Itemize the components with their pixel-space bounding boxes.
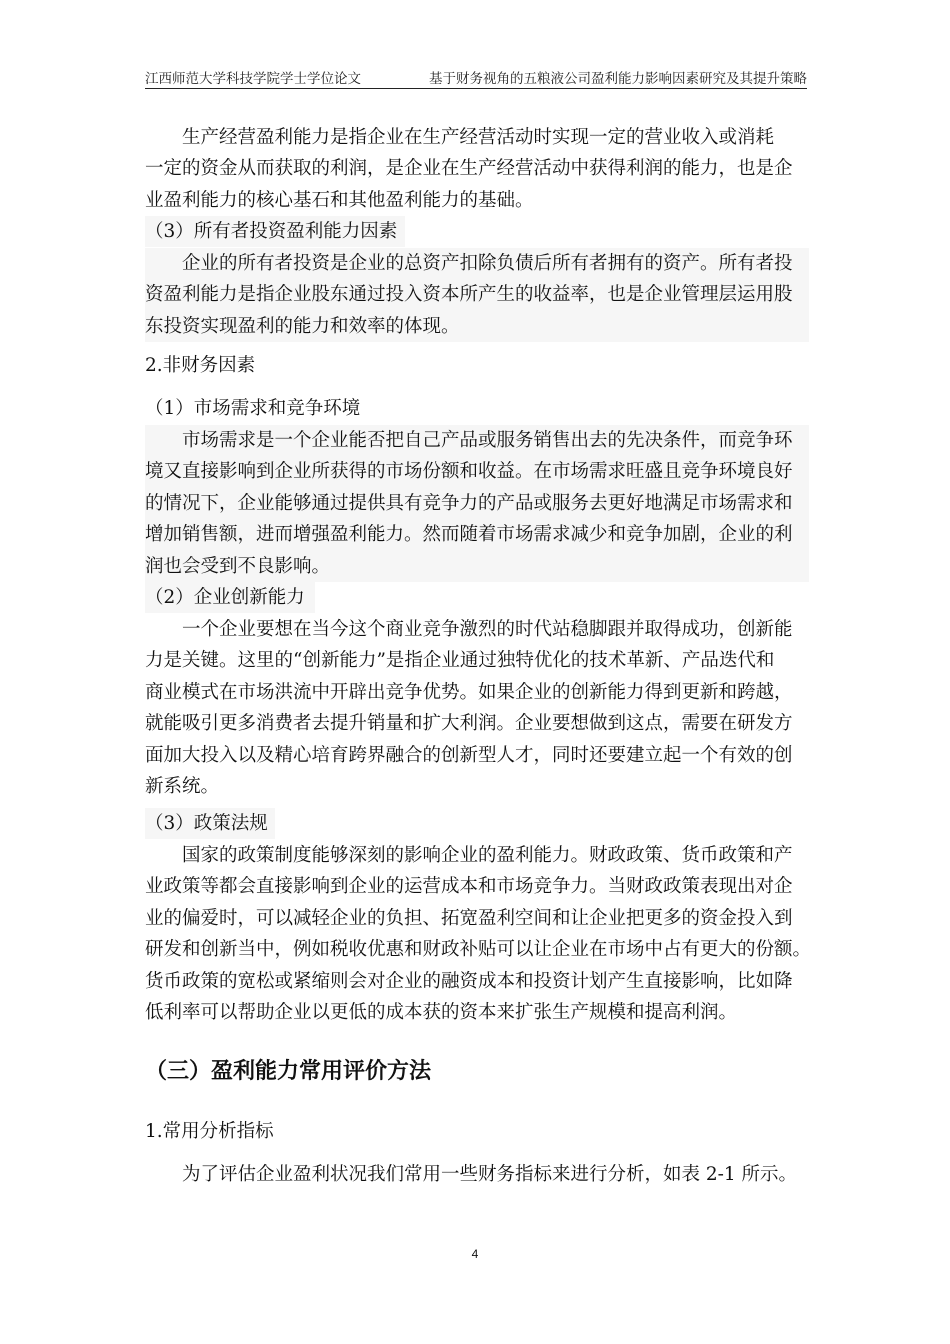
- paragraph-line: 为了评估企业盈利状况我们常用一些财务指标来进行分析，如表 2-1 所示。: [182, 1164, 798, 1185]
- page-number: 4: [471, 1247, 479, 1261]
- paragraph-market-demand: [145, 425, 809, 582]
- paragraph-line: 增加销售额，进而增强盈利能力。然而随着市场需求减少和竞争加剧，企业的利: [145, 524, 793, 546]
- paragraph-line: 货币政策的宽松或紧缩则会对企业的融资成本和投资计划产生直接影响，比如降: [145, 970, 793, 992]
- paragraph-line: 企业的所有者投资是企业的总资产扣除负债后所有者拥有的资产。所有者投: [182, 253, 793, 274]
- paragraph-production-profitability: [145, 122, 809, 216]
- paragraph-line: 面加大投入以及精心培育跨界融合的创新型人才，同时还要建立起一个有效的创: [145, 744, 793, 766]
- paragraph-line: 一个企业要想在当今这个商业竞争激烈的时代站稳脚跟并取得成功，创新能: [182, 619, 793, 640]
- paragraph-line: 的情况下，企业能够通过提供具有竞争力的产品或服务去更好地满足市场需求和: [145, 492, 793, 514]
- header-thesis-title: 基于财务视角的五粮液公司盈利能力影响因素研究及其提升策略: [429, 71, 807, 87]
- paragraph-line: 资盈利能力是指企业股东通过投入资本所产生的收益率，也是企业管理层运用股: [145, 284, 793, 306]
- paragraph-line: 生产经营盈利能力是指企业在生产经营活动时实现一定的营业收入或消耗: [182, 127, 775, 148]
- paragraph-policy: [145, 840, 812, 1028]
- paragraph-line: 润也会受到不良影响。: [145, 555, 331, 577]
- running-header: [145, 66, 807, 89]
- paragraph-innovation: [145, 614, 809, 802]
- paragraph-line: 研发和创新当中，例如税收优惠和财政补贴可以让企业在市场中占有更大的份额。: [145, 939, 812, 961]
- section-title: （三）盈利能力常用评价方法: [145, 1059, 432, 1084]
- subheading-market-demand: （1）市场需求和竞争环境: [145, 398, 361, 419]
- heading-non-financial-factors: 2.非财务因素: [145, 355, 256, 376]
- paragraph-line: 一定的资金从而获取的利润，是企业在生产经营活动中获得利润的能力，也是企: [145, 158, 793, 180]
- paragraph-line: 业盈利能力的核心基石和其他盈利能力的基础。: [145, 189, 534, 211]
- heading-common-indicators: 1.常用分析指标: [145, 1121, 274, 1142]
- paragraph-line: 业的偏爱时，可以减轻企业的负担、拓宽盈利空间和让企业把更多的资金投入到: [145, 907, 793, 929]
- paragraph-line: 业政策等都会直接影响到企业的运营成本和市场竞争力。当财政政策表现出对企: [145, 876, 793, 898]
- header-university: 江西师范大学科技学院学士学位论文: [145, 71, 361, 87]
- paragraph-owner-investment: [145, 248, 809, 342]
- paragraph-line: 低利率可以帮助企业以更低的成本获的资本来扩张生产规模和提高利润。: [145, 1002, 738, 1024]
- paragraph-line: 东投资实现盈利的能力和效率的体现。: [145, 315, 460, 337]
- paragraph-line: 市场需求是一个企业能否把自己产品或服务销售出去的先决条件，而竞争环: [182, 430, 793, 451]
- subheading-policy: （3）政策法规: [145, 808, 275, 839]
- subheading-innovation: （2）企业创新能力: [145, 582, 315, 613]
- paragraph-line: 力是关键。这里的“创新能力”是指企业通过独特优化的技术革新、产品迭代和: [145, 650, 775, 672]
- paragraph-indicators: [145, 1159, 809, 1190]
- paragraph-line: 国家的政策制度能够深刻的影响企业的盈利能力。财政政策、货币政策和产: [182, 845, 793, 866]
- paragraph-line: 商业模式在市场洪流中开辟出竞争优势。如果企业的创新能力得到更新和跨越，: [145, 681, 793, 703]
- paragraph-line: 就能吸引更多消费者去提升销量和扩大利润。企业要想做到这点，需要在研发方: [145, 713, 793, 735]
- paragraph-line: 境又直接影响到企业所获得的市场份额和收益。在市场需求旺盛且竞争环境良好: [145, 461, 793, 483]
- subheading-owner-investment: （3）所有者投资盈利能力因素: [145, 216, 405, 247]
- paragraph-line: 新系统。: [145, 776, 220, 798]
